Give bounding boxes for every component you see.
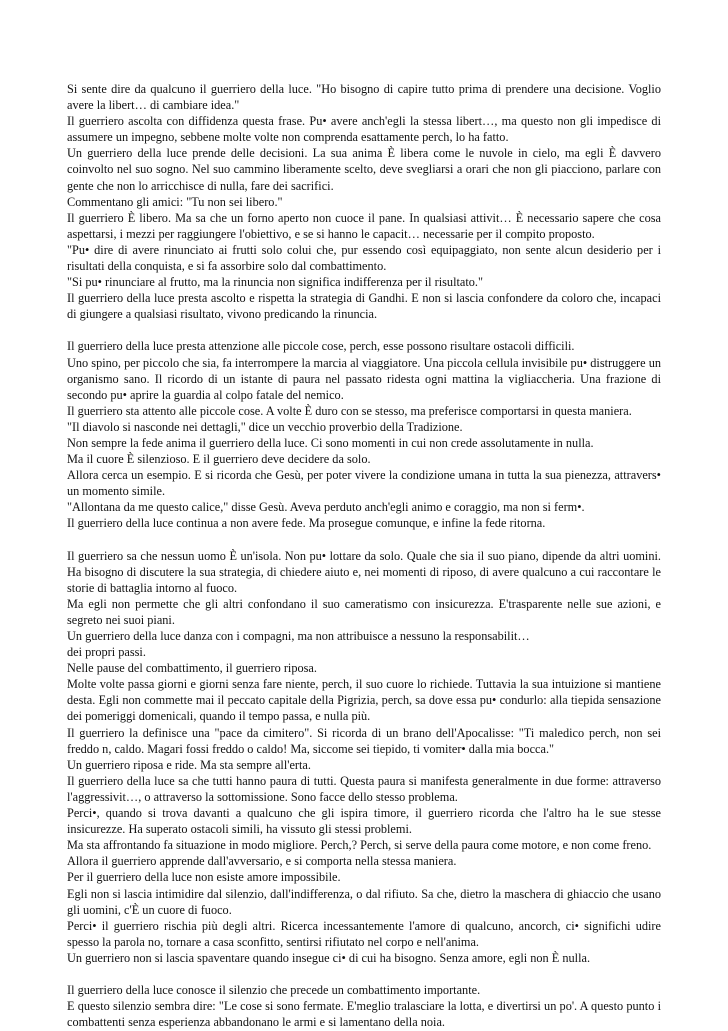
paragraph: dei propri passi. (67, 645, 146, 660)
paragraph: Il guerriero la definisce una "pace da cimitero". Si ricorda di un brano dell'Apocalisse: "Ti maledico perch, non sei freddo n, caldo. Magari fossi freddo o caldo! Ma, siccome sei tiepido, ti vomiter• dalla mia bocca." (67, 725, 661, 756)
paragraph: Allora il guerriero apprende dall'avversario, e si comporta nella stessa maniera. (67, 854, 457, 869)
paragraph: Perci•, quando si trova davanti a qualcuno che gli ispira timore, il guerriero ricorda che l'altro ha le sue stesse insicurezze. Ha superato ostacoli simili, ha vissuto gli stessi problemi. (67, 806, 661, 837)
paragraph: Ma sta affrontando fa situazione in modo migliore. Perch,? Perch, si serve della paura come motore, e non come freno. (67, 838, 652, 853)
paragraph: Egli non si lascia intimidire dal silenzio, dall'indifferenza, o dal rifiuto. Sa che, dietro la maschera di ghiaccio che usano gli uomini, c'È un cuore di fuoco. (67, 886, 661, 917)
paragraph: "Si pu• rinunciare al frutto, ma la rinuncia non significa indifferenza per il risultato." (67, 275, 484, 290)
paragraph: Commentano gli amici: "Tu non sei libero." (67, 194, 283, 209)
paragraph: Il guerriero della luce continua a non avere fede. Ma prosegue comunque, e infine la fede ritorna. (67, 516, 546, 531)
text-section-3 (67, 548, 661, 966)
paragraph: Il guerriero sta attento alle piccole cose. A volte È duro con se stesso, ma preferisce comportarsi in questa maniera. (67, 403, 632, 418)
text-section-1 (67, 81, 661, 322)
text-section-2 (67, 338, 661, 531)
paragraph: Un guerriero non si lascia spaventare quando insegue ci• di cui ha bisogno. Senza amore, egli non È nulla. (67, 950, 591, 965)
paragraph: Il guerriero della luce sa che tutti hanno paura di tutti. Questa paura si manifesta generalmente in due forme: attraverso l'aggressivit…, o attraverso la sottomissione. Sono facce dello stesso problema. (67, 773, 661, 804)
paragraph: "Allontana da me questo calice," disse Gesù. Aveva perduto anch'egli animo e coraggio, ma non si ferm•. (67, 500, 585, 515)
paragraph: Ma il cuore È silenzioso. E il guerriero deve decidere da solo. (67, 452, 371, 467)
paragraph: Si sente dire da qualcuno il guerriero della luce. "Ho bisogno di capire tutto prima di prendere una decisione. Voglio avere la libert… di cambiare idea." (67, 82, 661, 113)
paragraph: Un guerriero della luce danza con i compagni, ma non attribuisce a nessuno la responsabilit… (67, 629, 530, 643)
paragraph: Uno spino, per piccolo che sia, fa interrompere la marcia al viaggiatore. Una piccola cellula invisibile pu• distruggere un organismo sano. Il ricordo di un istante di paura nel passato ridesta ogni mattina la vigliaccheria. Una frazione di secondo pu• aprire la guardia al colpo fatale del nemico. (67, 355, 661, 402)
paragraph: Il guerriero È libero. Ma sa che un forno aperto non cuoce il pane. In qualsiasi attivit… È necessario sapere che cosa aspettarsi, i mezzi per raggiungere l'obiettivo, e se si hanno le capacit… necessarie per il compito proposto. (67, 210, 661, 241)
document-page (67, 81, 661, 1030)
paragraph: Allora cerca un esempio. E si ricorda che Gesù, per poter vivere la condizione umana in tutta la sua pienezza, attravers• un momento simile. (67, 468, 661, 499)
paragraph: Il guerriero della luce presta attenzione alle piccole cose, perch, esse possono risultare ostacoli difficili. (67, 339, 575, 354)
paragraph: Ma egli non permette che gli altri confondano il suo cameratismo con insicurezza. E'trasparente nelle sue azioni, e segreto nei suoi piani. (67, 596, 661, 627)
paragraph: Per il guerriero della luce non esiste amore impossibile. (67, 870, 341, 885)
paragraph: Non sempre la fede anima il guerriero della luce. Ci sono momenti in cui non crede assolutamente in nulla. (67, 435, 594, 450)
paragraph: Il guerriero della luce presta ascolto e rispetta la strategia di Gandhi. E non si lascia confondere da coloro che, incapaci di giungere a qualsiasi risultato, vivono predicando la rinuncia. (67, 291, 661, 322)
paragraph: Un guerriero riposa e ride. Ma sta sempre all'erta. (67, 757, 311, 772)
paragraph: E questo silenzio sembra dire: "Le cose si sono fermate. E'meglio tralasciare la lotta, e divertirsi un po'. A questo punto i combattenti senza esperienza abbandonano le armi e si lamentano della noia. (67, 999, 661, 1030)
paragraph: Molte volte passa giorni e giorni senza fare niente, perch, il suo cuore lo richiede. Tuttavia la sua intuizione si mantiene desta. Egli non commette mai il peccato capitale della Pigrizia, perch, sa dove essa pu• condurlo: alla tiepida sensazione dei pomeriggi domenicali, quando il tempo passa, e nulla più. (67, 677, 661, 724)
paragraph: Nelle pause del combattimento, il guerriero riposa. (67, 661, 317, 676)
paragraph: Un guerriero della luce prende delle decisioni. La sua anima È libera come le nuvole in cielo, ma egli È davvero coinvolto nel suo sogno. Nel suo cammino liberamente scelto, deve svegliarsi a orari che non gli piacciono, parlare con gente che non lo arricchisce di nulla, fare dei sacrifici. (67, 146, 661, 193)
paragraph: "Il diavolo si nasconde nei dettagli," dice un vecchio proverbio della Tradizione. (67, 419, 463, 434)
paragraph: "Pu• dire di avere rinunciato ai frutti solo colui che, pur essendo così equipaggiato, non sente alcun desiderio per i risultati della conquista, e si fa assorbire solo dal combattimento. (67, 242, 661, 274)
paragraph: Il guerriero della luce conosce il silenzio che precede un combattimento importante. (67, 982, 481, 997)
paragraph: Perci• il guerriero rischia più degli altri. Ricerca incessantemente l'amore di qualcuno, ancorch, ci• significhi udire spesso la parola no, tornare a casa sconfitto, sentirsi rifiutato nel corpo e nell'anima. (67, 918, 661, 949)
paragraph: Il guerriero ascolta con diffidenza questa frase. Pu• avere anch'egli la stessa libert…, ma questo non gli impedisce di assumere un impegno, sebbene molte volte non comprenda esattamente perch, lo ha fatto. (67, 114, 661, 145)
text-section-4 (67, 982, 661, 1030)
paragraph: Il guerriero sa che nessun uomo È un'isola. Non pu• lottare da solo. Quale che sia il suo piano, dipende da altri uomini. Ha bisogno di discutere la sua strategia, di chiedere aiuto e, nei momenti di riposo, di avere qualcuno a cui raccontare le storie di battaglia intorno al fuoco. (67, 548, 661, 595)
